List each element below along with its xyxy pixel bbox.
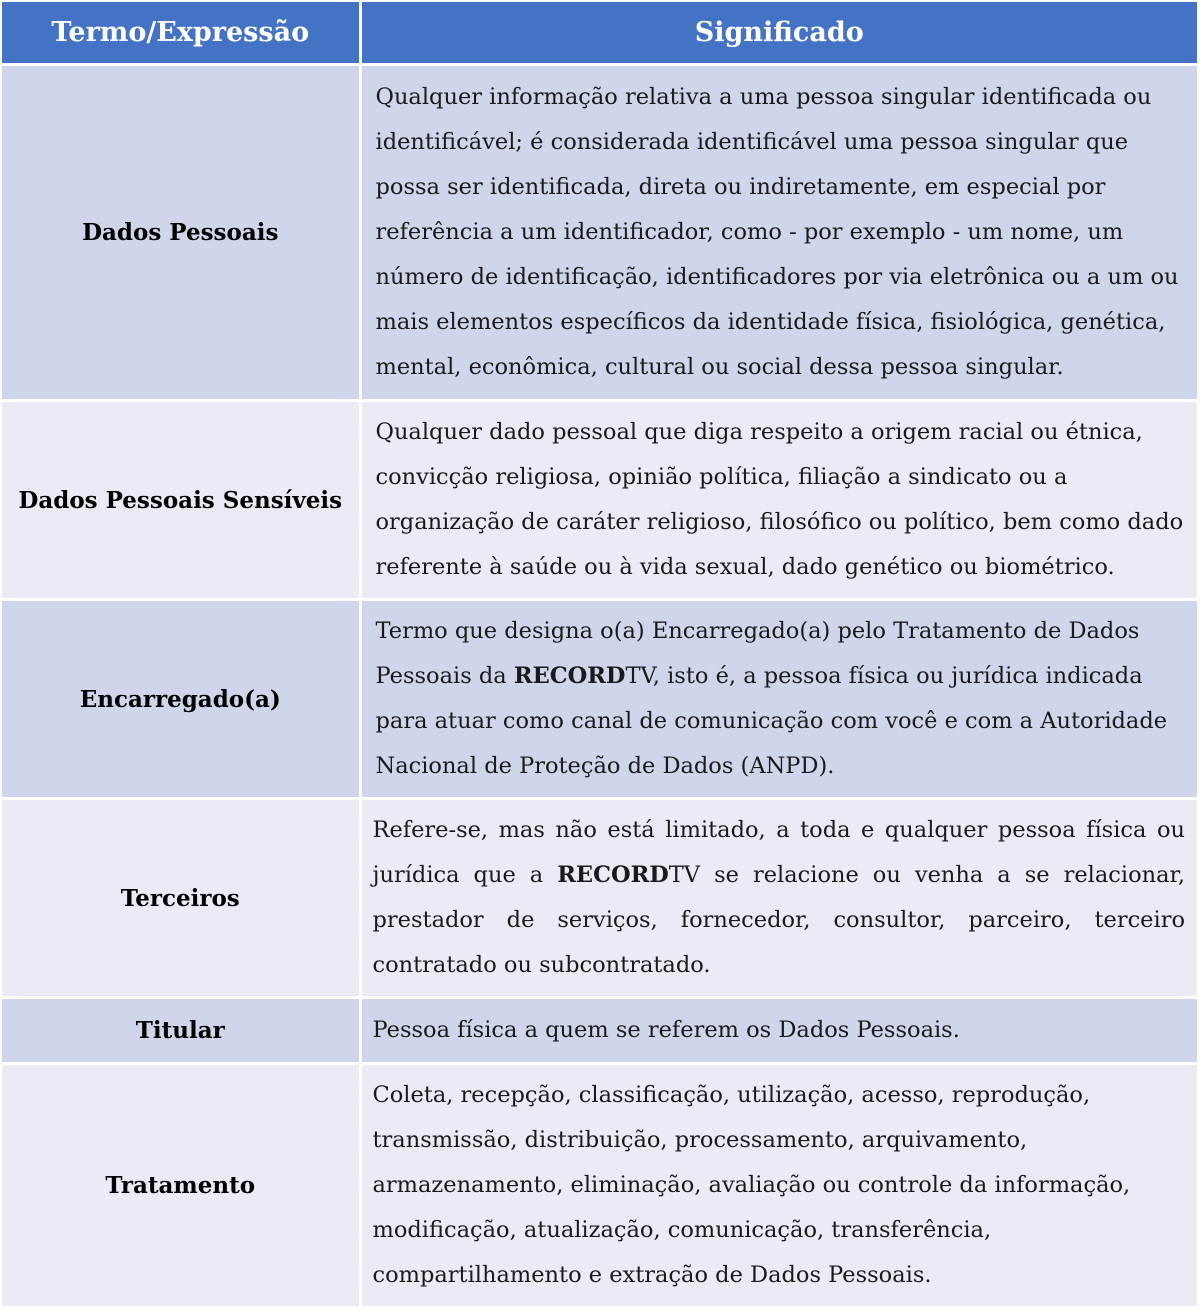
brand-name-bold: RECORD bbox=[513, 663, 626, 689]
term-cell: Terceiros bbox=[2, 799, 360, 998]
table-row bbox=[2, 998, 1197, 1064]
meaning-cell bbox=[360, 799, 1197, 998]
meaning-cell: Coleta, recepção, classificação, utilização, acesso, reprodução, transmissão, distribuição, processamento, arquivamento, armazenamento, eliminação, avaliação ou controle da informação, modificação, atualização, comunicação, transferência, compartilhamento e extração de Dados Pessoais. bbox=[360, 1064, 1197, 1308]
table-row bbox=[2, 799, 1197, 998]
glossary-table-container bbox=[2, 2, 1197, 1288]
term-cell: Tratamento bbox=[2, 1064, 360, 1308]
meaning-cell: Pessoa física a quem se referem os Dados Pessoais. bbox=[360, 998, 1197, 1064]
meaning-cell: Qualquer dado pessoal que diga respeito a origem racial ou étnica, convicção religiosa, opinião política, filiação a sindicato ou a organização de caráter religioso, filosófico ou político, bem como dado referente à saúde ou à vida sexual, dado genético ou biométrico. bbox=[360, 401, 1197, 600]
header-meaning: Significado bbox=[360, 2, 1197, 65]
table-header-row bbox=[2, 2, 1197, 65]
brand-name-suffix: TV bbox=[668, 862, 701, 888]
glossary-table bbox=[2, 2, 1197, 1309]
term-cell: Titular bbox=[2, 998, 360, 1064]
table-row bbox=[2, 65, 1197, 401]
term-cell: Dados Pessoais Sensíveis bbox=[2, 401, 360, 600]
brand-name-suffix: TV bbox=[625, 663, 653, 689]
meaning-text-after: , isto é, a pessoa física ou jurídica indicada para atuar como canal de comunicação com você e com a Autoridade Nacional de Proteção de Dados (ANPD). bbox=[375, 663, 1168, 779]
meaning-text-before: Refere-se, mas não está limitado, a toda e qualquer pessoa física ou jurídica que a bbox=[372, 817, 1185, 888]
table-row bbox=[2, 600, 1197, 799]
meaning-cell bbox=[360, 600, 1197, 799]
meaning-cell: Qualquer informação relativa a uma pessoa singular identificada ou identificável; é considerada identificável uma pessoa singular que possa ser identificada, direta ou indiretamente, em especial por referência a um identificador, como - por exemplo - um nome, um número de identificação, identificadores por via eletrônica ou a um ou mais elementos específicos da identidade física, fisiológica, genética, mental, econômica, cultural ou social dessa pessoa singular. bbox=[360, 65, 1197, 401]
meaning-text-before: Termo que designa o(a) Encarregado(a) pelo Tratamento de Dados Pessoais da bbox=[375, 618, 1140, 689]
brand-name-bold: RECORD bbox=[557, 862, 669, 888]
table-row bbox=[2, 401, 1197, 600]
term-cell: Encarregado(a) bbox=[2, 600, 360, 799]
meaning-text-after: se relacione ou venha a se relacionar, prestador de serviços, fornecedor, consultor, parceiro, terceiro contratado ou subcontratado. bbox=[372, 862, 1185, 978]
header-term: Termo/Expressão bbox=[2, 2, 360, 65]
table-row bbox=[2, 1064, 1197, 1308]
term-cell: Dados Pessoais bbox=[2, 65, 360, 401]
